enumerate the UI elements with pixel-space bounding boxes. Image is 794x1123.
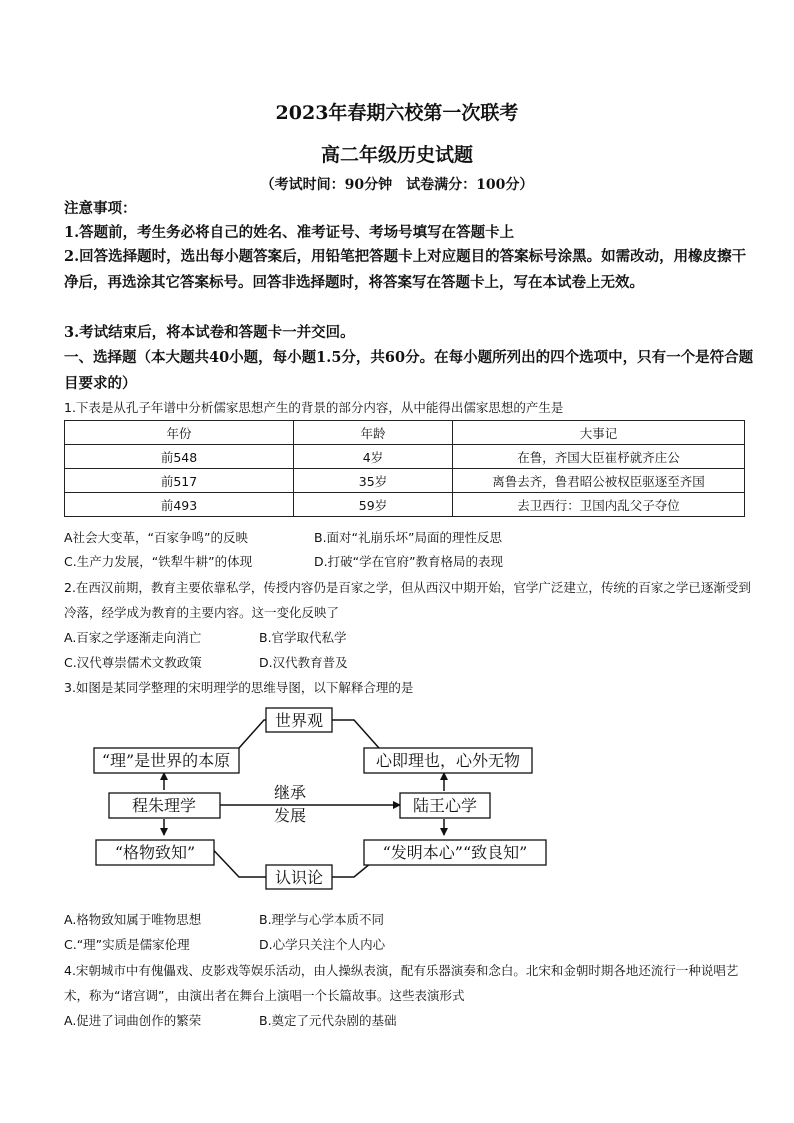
q3-option-b: B.理学与心学本质不同 xyxy=(259,912,385,927)
lu-wang-label: 陆王心学 xyxy=(412,796,478,815)
q1-option-b: B.面对“礼崩乐坏”局面的理性反思 xyxy=(314,530,503,545)
q4-option-a: A.促进了词曲创作的繁荣 xyxy=(64,1013,202,1028)
exam-info: （考试时间：90分钟 试卷满分：100分） xyxy=(260,177,534,193)
q2-option-a: A.百家之学逐渐走向消亡 xyxy=(64,630,202,645)
note-item-1: 1.答题前，考生务必将自己的姓名、准考证号、考场号填写在答题卡上 xyxy=(64,224,515,241)
table-cell: 前548 xyxy=(65,445,294,469)
table-cell: 在鲁，齐国大臣崔杼就齐庄公 xyxy=(453,445,745,469)
question-3-stem: 3.如图是某同学整理的宋明理学的思维导图，以下解释合理的是 xyxy=(64,680,414,695)
notes-heading: 注意事项： xyxy=(64,200,137,217)
table-cell: 去卫西行：卫国内乱父子夺位 xyxy=(453,493,745,517)
note-item-3: 3.考试结束后，将本试卷和答题卡一并交回。 xyxy=(64,324,355,341)
li-origin-label: “理”是世界的本原 xyxy=(101,751,231,770)
table-header-row xyxy=(65,421,745,445)
q2-option-c: C.汉代尊崇儒术文教政策 xyxy=(64,655,202,670)
table-cell: 59岁 xyxy=(294,493,453,517)
develop-label: 发展 xyxy=(273,806,307,825)
q1-option-d: D.打破“学在官府”教育格局的表现 xyxy=(314,554,504,569)
epistemology-label: 认识论 xyxy=(274,868,324,887)
table-cell: 前493 xyxy=(65,493,294,517)
table-row xyxy=(65,493,745,517)
connector-line xyxy=(239,720,266,748)
table-cell: 离鲁去齐，鲁君昭公被权臣驱逐至齐国 xyxy=(453,469,745,493)
table-cell: 前517 xyxy=(65,469,294,493)
note-item-2: 2.回答选择题时，选出每小题答案后，用铅笔把答题卡上对应题目的答案标号涂黑。如需改动，用橡皮擦干净后，再选涂其它答案标号。回答非选择题时，将答案写在答题卡上，写在本试卷上无效。 xyxy=(64,248,747,291)
worldview-label: 世界观 xyxy=(274,711,324,730)
table-header-cell: 大事记 xyxy=(453,421,745,445)
question-4-stem: 4.宋朝城市中有傀儡戏、皮影戏等娱乐活动，由人操纵表演，配有乐器演奏和念白。北宋和金朝时期各地还流行一种说唱艺术，称为“诸宫调”，由演出者在舞台上演唱一个长篇故事。这些表演形式 xyxy=(64,963,739,1003)
q3-option-d: D.心学只关注个人内心 xyxy=(259,937,386,952)
chronology-table xyxy=(64,420,745,517)
table-header-cell: 年份 xyxy=(65,421,294,445)
gewu-label: “格物致知” xyxy=(114,843,196,862)
q1-option-a: A社会大变革，“百家争鸣”的反映 xyxy=(64,530,249,545)
table-cell: 4岁 xyxy=(294,445,453,469)
mind-is-li-label: 心即理也，心外无物 xyxy=(375,751,521,770)
inherit-label: 继承 xyxy=(273,783,307,802)
benxin-label: “发明本心”“致良知” xyxy=(382,843,528,862)
table-header-cell: 年龄 xyxy=(294,421,453,445)
question-2-stem: 2.在西汉前期，教育主要依靠私学，传授内容仍是百家之学，但从西汉中期开始，官学广泛建立，传统的百家之学已逐渐受到冷落，经学成为教育的主要内容。这一变化反映了 xyxy=(64,580,751,620)
q3-option-c: C.“理”实质是儒家伦理 xyxy=(64,937,190,952)
table-cell: 35岁 xyxy=(294,469,453,493)
question-1-stem: 1.下表是从孔子年谱中分析儒家思想产生的背景的部分内容，从中能得出儒家思想的产生是 xyxy=(64,400,564,415)
connector-line xyxy=(332,720,379,748)
exam-title: 2023年春期六校第一次联考 xyxy=(275,102,519,124)
exam-subtitle: 高二年级历史试题 xyxy=(320,144,473,166)
q2-option-b: B.官学取代私学 xyxy=(259,630,347,645)
table-row xyxy=(65,445,745,469)
table-row xyxy=(65,469,745,493)
mind-map-diagram xyxy=(64,705,564,897)
section-heading: 一、选择题（本大题共40小题，每小题1.5分，共60分。在每小题所列出的四个选项中，只有一个是符合题目要求的） xyxy=(64,349,754,392)
q3-option-a: A.格物致知属于唯物思想 xyxy=(64,912,202,927)
q1-option-c: C.生产力发展，“铁犁牛耕”的体现 xyxy=(64,554,253,569)
q2-option-d: D.汉代教育普及 xyxy=(259,655,348,670)
cheng-zhu-label: 程朱理学 xyxy=(131,796,197,815)
q4-option-b: B.奠定了元代杂剧的基础 xyxy=(259,1013,397,1028)
